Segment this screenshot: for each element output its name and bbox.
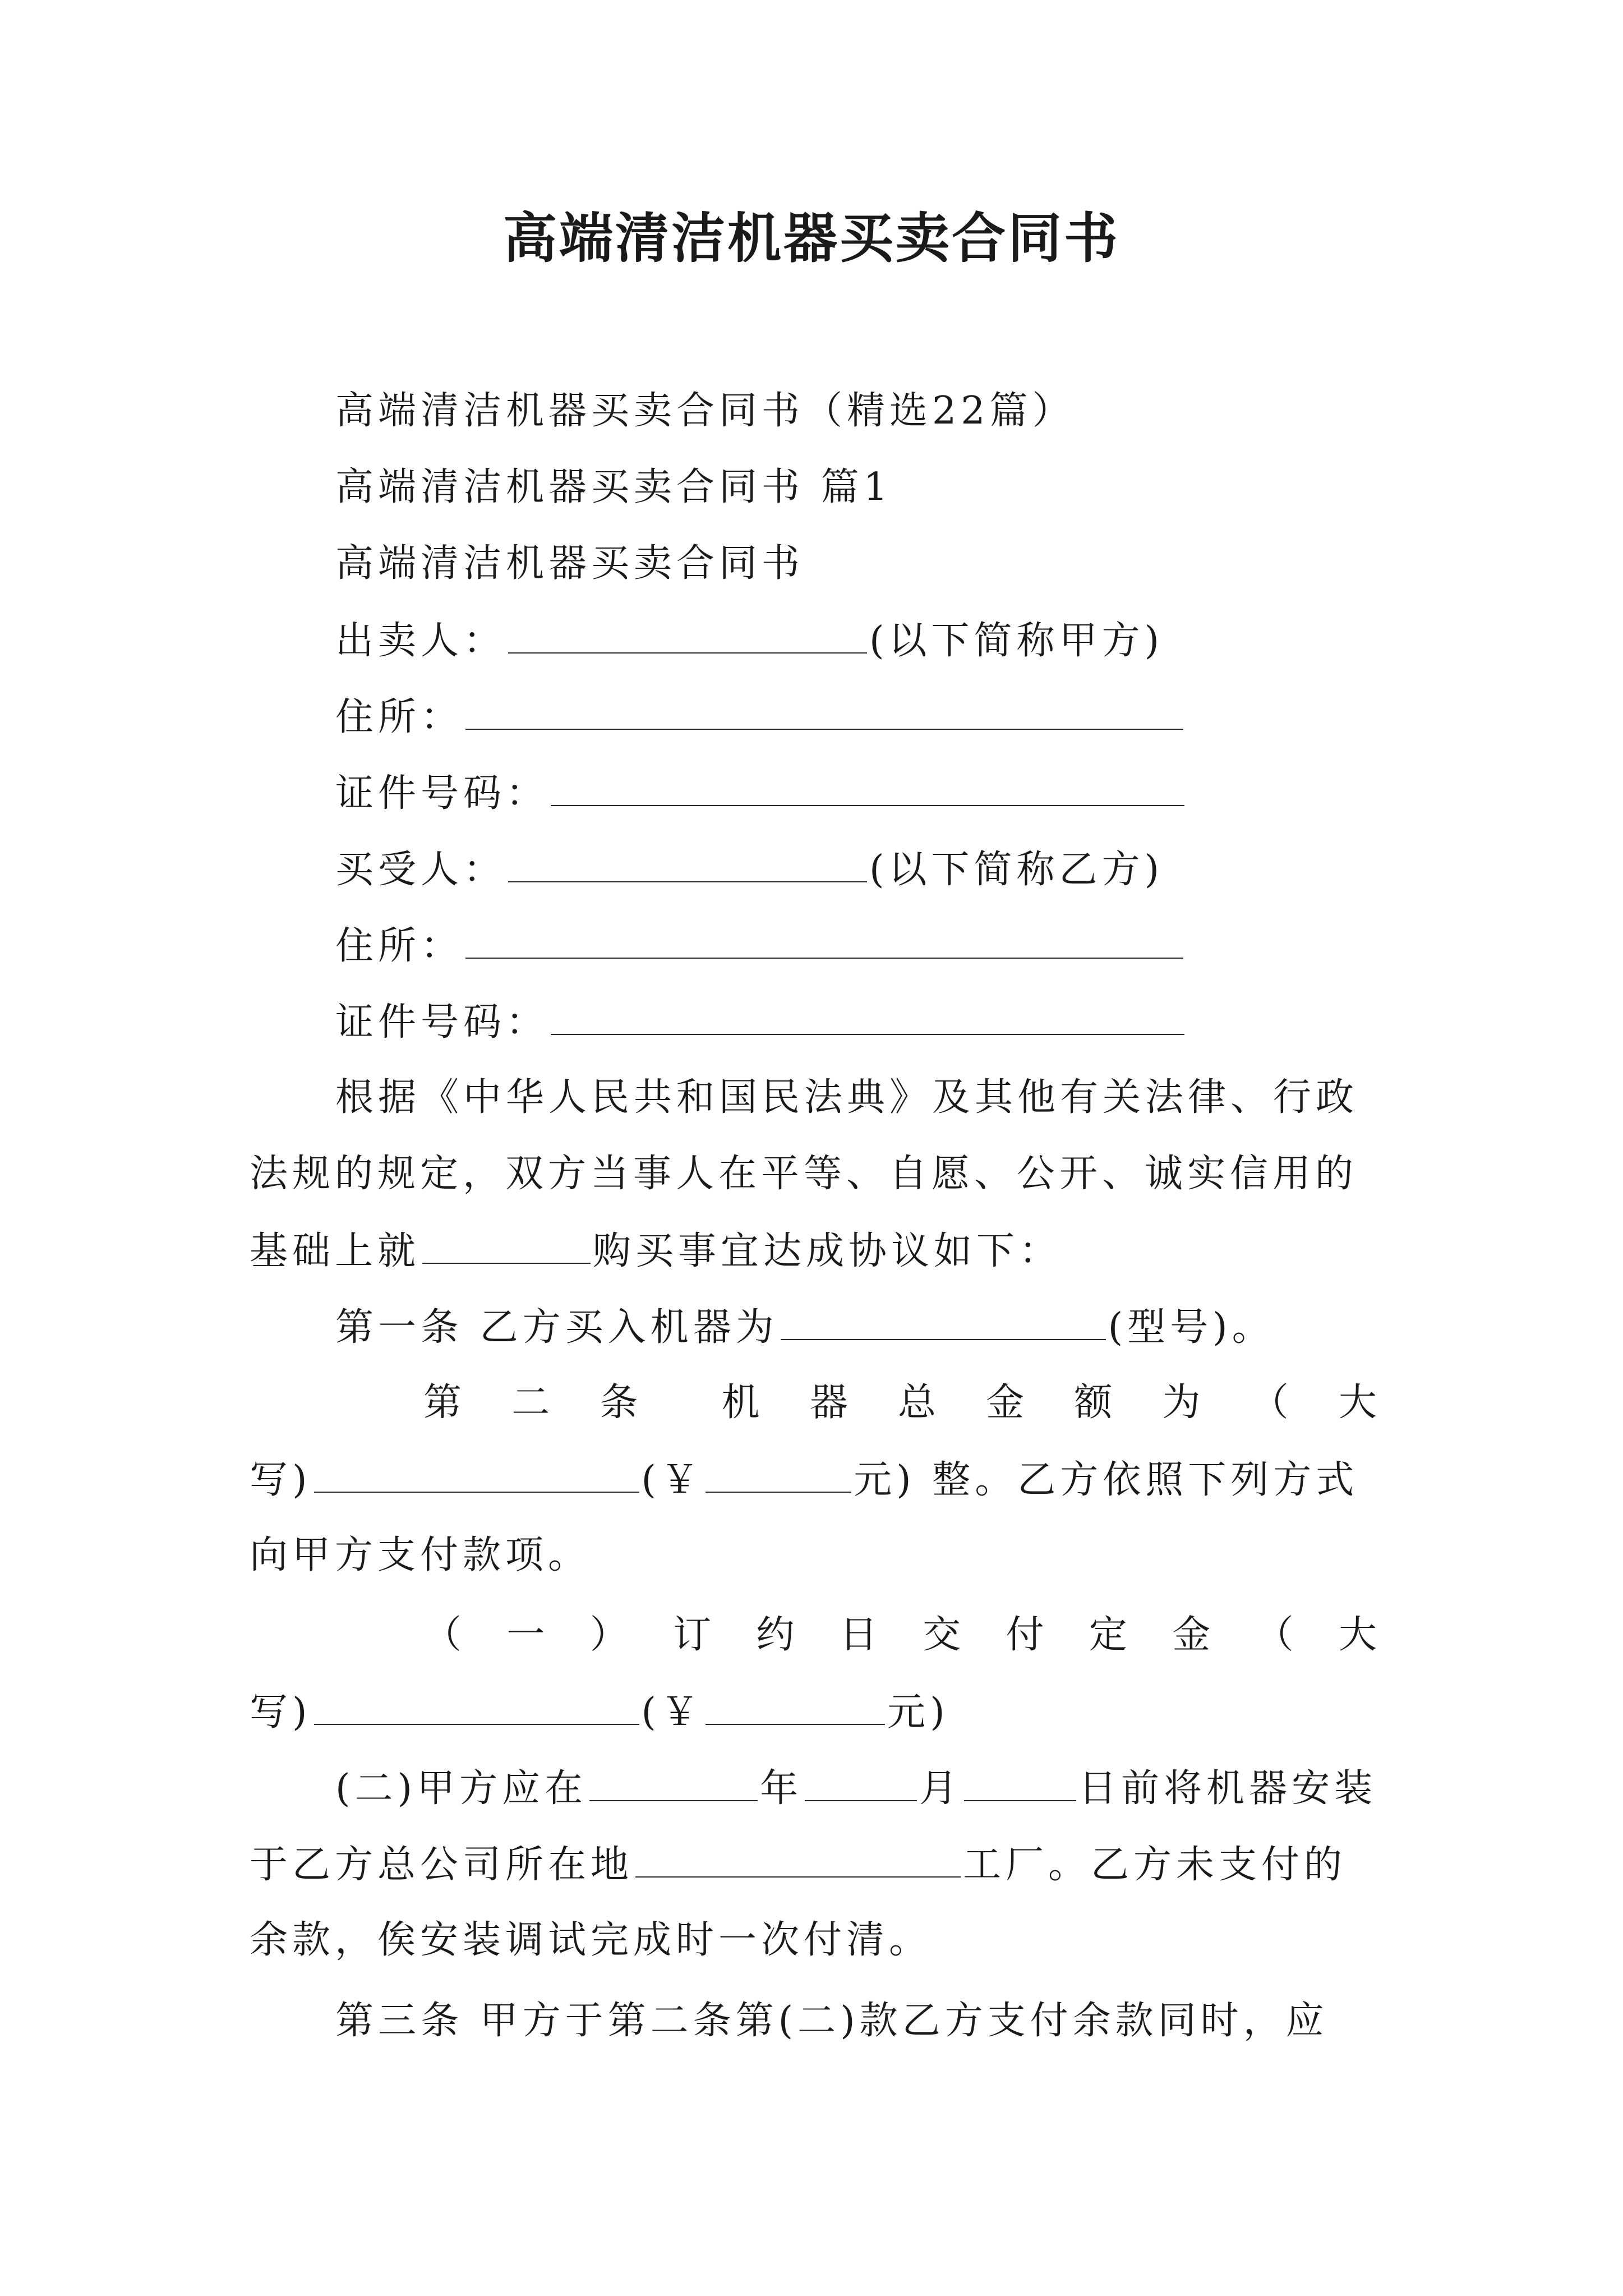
item-1-char: 订 xyxy=(673,1613,712,1657)
contract-heading: 高端清洁机器买卖合同书 xyxy=(335,541,805,586)
install-day-blank[interactable] xyxy=(964,1760,1076,1801)
buyer-address-label: 住所： xyxy=(335,924,464,968)
article-2-char: 机 xyxy=(721,1381,760,1425)
document-title: 高端清洁机器买卖合同书 xyxy=(503,206,1120,270)
article-2-text: (￥ xyxy=(641,1458,704,1502)
article-2-char: 条 xyxy=(600,1381,638,1425)
item-2-text: 年 xyxy=(760,1766,803,1811)
item-1-char: （ xyxy=(423,1613,462,1657)
factory-location-blank[interactable] xyxy=(635,1836,961,1878)
article-2-char: 金 xyxy=(986,1381,1025,1425)
seller-id-label: 证件号码： xyxy=(335,771,549,816)
article-3-line-1: 第三条 甲方于第二条第(二)款乙方支付余款同时，应 xyxy=(335,1999,1329,2043)
article-2-char: 大 xyxy=(1338,1381,1377,1425)
buyer-id-row xyxy=(335,993,1187,1051)
item-1-char: 日 xyxy=(839,1613,878,1657)
item-1-char: 金 xyxy=(1172,1613,1211,1657)
seller-address-blank[interactable] xyxy=(465,688,1183,730)
article-2-text: 元) 整。乙方依照下列方式 xyxy=(854,1458,1359,1502)
article-2-line-2 xyxy=(250,1451,1358,1508)
item-2-text: 于乙方总公司所在地 xyxy=(250,1843,634,1887)
item-1-char: （ xyxy=(1255,1613,1294,1657)
item-2-text: 日前将机器安装 xyxy=(1078,1766,1377,1811)
part-heading: 高端清洁机器买卖合同书 篇1 xyxy=(335,465,892,509)
item-1-char: 大 xyxy=(1338,1613,1377,1657)
item-1-char: 一 xyxy=(506,1613,545,1657)
total-amount-words-blank[interactable] xyxy=(314,1451,639,1493)
item-2-text: 月 xyxy=(919,1766,962,1811)
item-2-text: (二)甲方应在 xyxy=(335,1766,588,1811)
article-1-text: 第一条 乙方买入机器为 xyxy=(335,1305,778,1350)
preamble-line-3-end: 购买事宜达成协议如下： xyxy=(593,1229,1062,1273)
item-2-text: 工厂。乙方未支付的 xyxy=(963,1843,1347,1887)
item-2-line-3: 余款，俟安装调试完成时一次付清。 xyxy=(250,1918,932,1962)
install-year-blank[interactable] xyxy=(589,1760,758,1801)
buyer-address-row xyxy=(335,917,1186,974)
preamble-line-3-start: 基础上就 xyxy=(250,1229,421,1273)
deposit-words-blank[interactable] xyxy=(314,1683,639,1725)
preamble-line-1: 根据《中华人民共和国民法典》及其他有关法律、行政 xyxy=(335,1075,1359,1120)
buyer-row xyxy=(335,841,1164,898)
install-month-blank[interactable] xyxy=(805,1760,917,1801)
machine-model-blank[interactable] xyxy=(781,1299,1106,1340)
seller-suffix: (以下简称甲方) xyxy=(869,619,1164,663)
article-2-char: 二 xyxy=(511,1381,550,1425)
item-1-line-1 xyxy=(423,1607,1377,1663)
seller-row xyxy=(335,612,1164,669)
preamble-line-3 xyxy=(250,1222,1062,1280)
item-1-char: 定 xyxy=(1089,1613,1127,1657)
seller-id-row xyxy=(335,765,1187,822)
item-1-text: 写) xyxy=(250,1690,312,1734)
item-1-text: 元) xyxy=(887,1690,949,1734)
article-1-suffix: (型号)。 xyxy=(1108,1305,1275,1350)
total-amount-number-blank[interactable] xyxy=(706,1451,851,1493)
purchase-item-blank[interactable] xyxy=(422,1222,591,1264)
item-1-char: 约 xyxy=(756,1613,795,1657)
buyer-blank[interactable] xyxy=(508,841,867,882)
preamble-line-2: 法规的规定，双方当事人在平等、自愿、公开、诚实信用的 xyxy=(250,1152,1358,1196)
seller-blank[interactable] xyxy=(508,612,867,654)
buyer-id-label: 证件号码： xyxy=(335,1000,549,1045)
buyer-id-blank[interactable] xyxy=(551,993,1184,1035)
deposit-number-blank[interactable] xyxy=(706,1683,885,1725)
article-2-char: 总 xyxy=(897,1381,936,1425)
item-1-char: 交 xyxy=(923,1613,961,1657)
seller-address-label: 住所： xyxy=(335,695,464,739)
item-1-line-2 xyxy=(250,1683,949,1741)
seller-address-row xyxy=(335,688,1186,746)
item-2-line-2 xyxy=(250,1836,1347,1893)
item-1-char: ） xyxy=(589,1613,628,1657)
article-2-text: 写) xyxy=(250,1458,312,1502)
buyer-suffix: (以下简称乙方) xyxy=(869,848,1164,892)
article-2-char: 额 xyxy=(1074,1381,1113,1425)
article-2-char: （ xyxy=(1250,1381,1289,1425)
seller-id-blank[interactable] xyxy=(551,765,1184,806)
article-2-char: 为 xyxy=(1162,1381,1201,1425)
buyer-label: 买受人： xyxy=(335,848,506,892)
item-1-text: (￥ xyxy=(641,1690,704,1734)
seller-label: 出卖人： xyxy=(335,619,506,663)
article-2-line-1 xyxy=(423,1375,1377,1431)
article-1 xyxy=(335,1299,1275,1356)
article-2-char: 器 xyxy=(809,1381,848,1425)
article-2-line-3: 向甲方支付款项。 xyxy=(250,1533,591,1577)
item-2-line-1 xyxy=(335,1760,1377,1817)
buyer-address-blank[interactable] xyxy=(465,917,1183,959)
document-subtitle: 高端清洁机器买卖合同书（精选22篇） xyxy=(335,389,1075,433)
item-1-char: 付 xyxy=(1006,1613,1044,1657)
article-2-char: 第 xyxy=(423,1381,462,1425)
